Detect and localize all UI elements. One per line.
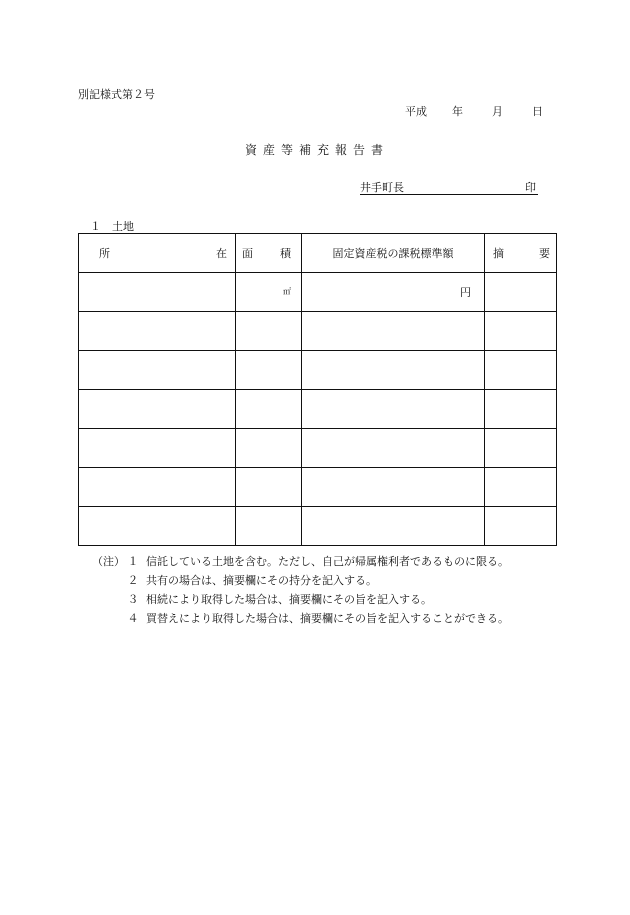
cell-tax-base[interactable] <box>302 390 485 429</box>
note-text: 信託している土地を含む。ただし、自己が帰属権利者であるものに限る。 <box>146 555 509 568</box>
header-remarks <box>485 234 557 273</box>
area-unit: ㎡ <box>283 287 291 296</box>
header-area-char2: 積 <box>280 247 291 260</box>
cell-location[interactable] <box>79 507 236 546</box>
header-location-char2: 在 <box>216 247 227 260</box>
table-row <box>79 273 557 312</box>
cell-area[interactable] <box>236 351 302 390</box>
seal-mark: 印 <box>525 181 536 194</box>
table-row <box>79 312 557 351</box>
date-era: 平成 <box>405 105 427 118</box>
table-row <box>79 429 557 468</box>
note-item <box>92 552 509 571</box>
header-area <box>236 234 302 273</box>
date-month: 月 <box>492 105 503 118</box>
note-item <box>92 609 509 628</box>
cell-remarks[interactable] <box>485 351 557 390</box>
header-remarks-char2: 要 <box>539 247 550 260</box>
header-tax-base: 固定資産税の課税標準額 <box>302 234 485 273</box>
land-table <box>78 233 557 546</box>
cell-remarks[interactable] <box>485 390 557 429</box>
document-title: 資産等補充報告書 <box>245 143 390 157</box>
notes-label: （注） <box>92 555 125 568</box>
cell-area[interactable] <box>236 507 302 546</box>
cell-area[interactable] <box>236 429 302 468</box>
header-area-char1: 面 <box>242 247 253 260</box>
cell-remarks[interactable] <box>485 273 557 312</box>
form-number: 別記様式第２号 <box>78 88 155 101</box>
table-row <box>79 468 557 507</box>
cell-location[interactable] <box>79 351 236 390</box>
addressee-name: 井手町長 <box>360 181 404 194</box>
addressee-line <box>360 179 538 195</box>
table-row <box>79 351 557 390</box>
cell-location[interactable] <box>79 312 236 351</box>
header-remarks-char1: 摘 <box>493 247 504 260</box>
cell-location[interactable] <box>79 429 236 468</box>
note-text: 買替えにより取得した場合は、摘要欄にその旨を記入することができる。 <box>146 612 509 625</box>
cell-area[interactable] <box>236 273 302 312</box>
cell-remarks[interactable] <box>485 429 557 468</box>
note-text: 共有の場合は、摘要欄にその持分を記入する。 <box>146 574 377 587</box>
header-location-char1: 所 <box>99 247 110 260</box>
yen-unit: 円 <box>460 286 471 299</box>
cell-remarks[interactable] <box>485 312 557 351</box>
note-item <box>92 571 509 590</box>
cell-tax-base[interactable] <box>302 273 485 312</box>
cell-remarks[interactable] <box>485 468 557 507</box>
cell-tax-base[interactable] <box>302 507 485 546</box>
notes <box>92 552 509 628</box>
date-year: 年 <box>452 105 463 118</box>
note-text: 相続により取得した場合は、摘要欄にその旨を記入する。 <box>146 593 432 606</box>
note-number: ２ <box>127 574 139 587</box>
cell-location[interactable] <box>79 273 236 312</box>
cell-location[interactable] <box>79 390 236 429</box>
table-row <box>79 507 557 546</box>
section-heading: １ 土地 <box>90 220 134 233</box>
cell-remarks[interactable] <box>485 507 557 546</box>
note-number: ４ <box>127 612 139 625</box>
cell-location[interactable] <box>79 468 236 507</box>
cell-area[interactable] <box>236 468 302 507</box>
note-item <box>92 590 509 609</box>
cell-area[interactable] <box>236 312 302 351</box>
cell-tax-base[interactable] <box>302 312 485 351</box>
cell-tax-base[interactable] <box>302 429 485 468</box>
cell-tax-base[interactable] <box>302 351 485 390</box>
table-row <box>79 390 557 429</box>
header-location <box>79 234 236 273</box>
cell-area[interactable] <box>236 390 302 429</box>
table-header-row <box>79 234 557 273</box>
date-line <box>405 103 543 119</box>
cell-tax-base[interactable] <box>302 468 485 507</box>
date-day: 日 <box>532 105 543 118</box>
note-number: １ <box>127 555 139 568</box>
note-number: ３ <box>127 593 139 606</box>
